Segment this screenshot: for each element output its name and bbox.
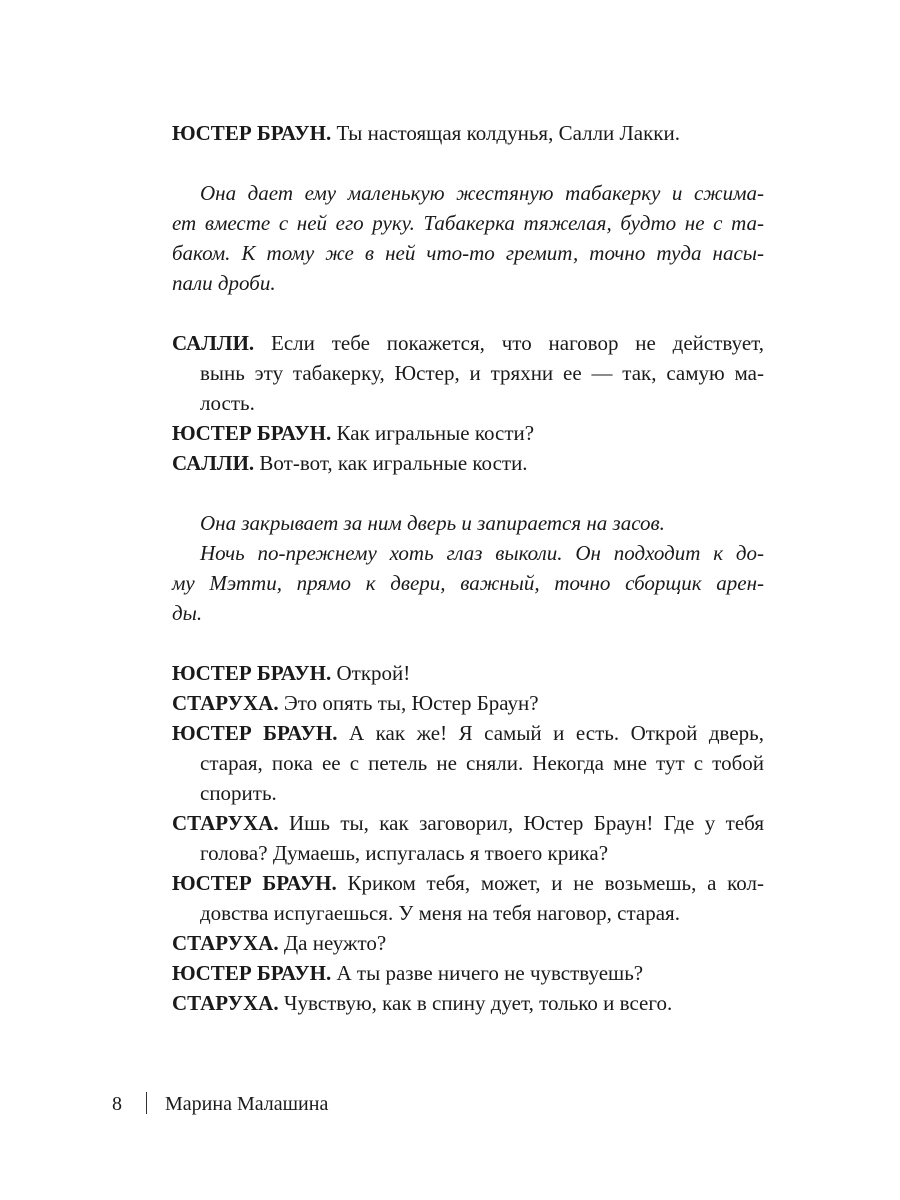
stage-line: ды. [172, 601, 203, 625]
stage-line: Она дает ему маленькую жестяную табакерку и сжима- [200, 181, 764, 205]
dialogue-text: Вот-вот, как игральные кости. [254, 451, 528, 475]
stage-line: му Мэтти, прямо к двери, важный, точно сборщик арен- [172, 571, 764, 595]
speaker-name: ЮСТЕР БРАУН. [172, 421, 332, 445]
dialogue-text: довства испугаешься. У меня на тебя наговор, старая. [200, 901, 680, 925]
dialogue-line [172, 808, 764, 838]
dialogue-text: лость. [200, 391, 255, 415]
dialogue-text: вынь эту табакерку, Юстер, и тряхни ее — так, самую ма- [200, 361, 764, 385]
dialogue-block [172, 808, 764, 868]
dialogue-text: голова? Думаешь, испугалась я твоего крика? [200, 841, 609, 865]
spacer [172, 628, 764, 658]
dialogue-line [172, 718, 764, 748]
stage-direction [172, 178, 764, 298]
dialogue-text: Чувствую, как в спину дует, только и всего. [278, 991, 673, 1015]
dialogue-text: Ишь ты, как заговорил, Юстер Браун! Где у тебя [278, 811, 764, 835]
spacer [172, 298, 764, 328]
dialogue-text: Если тебе покажется, что наговор не действует, [254, 331, 764, 355]
dialogue-line [172, 928, 764, 958]
dialogue-line [172, 958, 764, 988]
speaker-name: САЛЛИ. [172, 331, 255, 355]
author-name: Марина Малашина [165, 1093, 329, 1115]
stage-line: Она закрывает за ним дверь и запирается на засов. [200, 511, 665, 535]
page-number: 8 [112, 1093, 122, 1115]
stage-direction [172, 508, 764, 628]
dialogue-line [172, 688, 764, 718]
dialogue-line [172, 868, 764, 898]
speaker-name: СТАРУХА. [172, 691, 279, 715]
dialogue-text: А как же! Я самый и есть. Открой дверь, [337, 721, 764, 745]
footer-divider [146, 1092, 147, 1114]
speaker-name: САЛЛИ. [172, 451, 255, 475]
dialogue-line [172, 988, 764, 1018]
speaker-name: ЮСТЕР БРАУН. [172, 721, 338, 745]
dialogue-block [172, 868, 764, 928]
dialogue-line [172, 118, 764, 148]
speaker-name: ЮСТЕР БРАУН. [172, 661, 332, 685]
dialogue-text: Криком тебя, может, и не возьмешь, а кол- [336, 871, 764, 895]
speaker-name: СТАРУХА. [172, 991, 279, 1015]
page-footer [112, 1089, 328, 1119]
dialogue-block [172, 328, 764, 418]
stage-line: Ночь по-прежнему хоть глаз выколи. Он подходит к до- [200, 541, 764, 565]
stage-line: пали дроби. [172, 271, 276, 295]
dialogue-text: спорить. [200, 781, 277, 805]
dialogue-text: Как игральные кости? [331, 421, 535, 445]
spacer [172, 148, 764, 178]
speaker-name: ЮСТЕР БРАУН. [172, 871, 337, 895]
stage-line: баком. К тому же в ней что-то гремит, точно туда насы- [172, 241, 764, 265]
speaker-name: СТАРУХА. [172, 811, 279, 835]
dialogue-line [172, 448, 764, 478]
stage-line: ет вместе с ней его руку. Табакерка тяжелая, будто не с та- [172, 211, 764, 235]
speaker-name: СТАРУХА. [172, 931, 279, 955]
dialogue-text: Это опять ты, Юстер Браун? [278, 691, 539, 715]
dialogue-text: Да неужто? [278, 931, 387, 955]
speaker-name: ЮСТЕР БРАУН. [172, 121, 332, 145]
dialogue-line [172, 418, 764, 448]
dialogue-line [172, 328, 764, 358]
speaker-name: ЮСТЕР БРАУН. [172, 961, 332, 985]
dialogue-text: старая, пока ее с петель не сняли. Некогда мне тут с тобой [200, 751, 764, 775]
dialogue-text: Ты настоящая колдунья, Салли Лакки. [331, 121, 680, 145]
dialogue-text: А ты разве ничего не чувствуешь? [331, 961, 644, 985]
dialogue-text: Открой! [331, 661, 411, 685]
dialogue-block [172, 718, 764, 808]
dialogue-line [172, 658, 764, 688]
page-body [172, 118, 764, 1018]
spacer [172, 478, 764, 508]
